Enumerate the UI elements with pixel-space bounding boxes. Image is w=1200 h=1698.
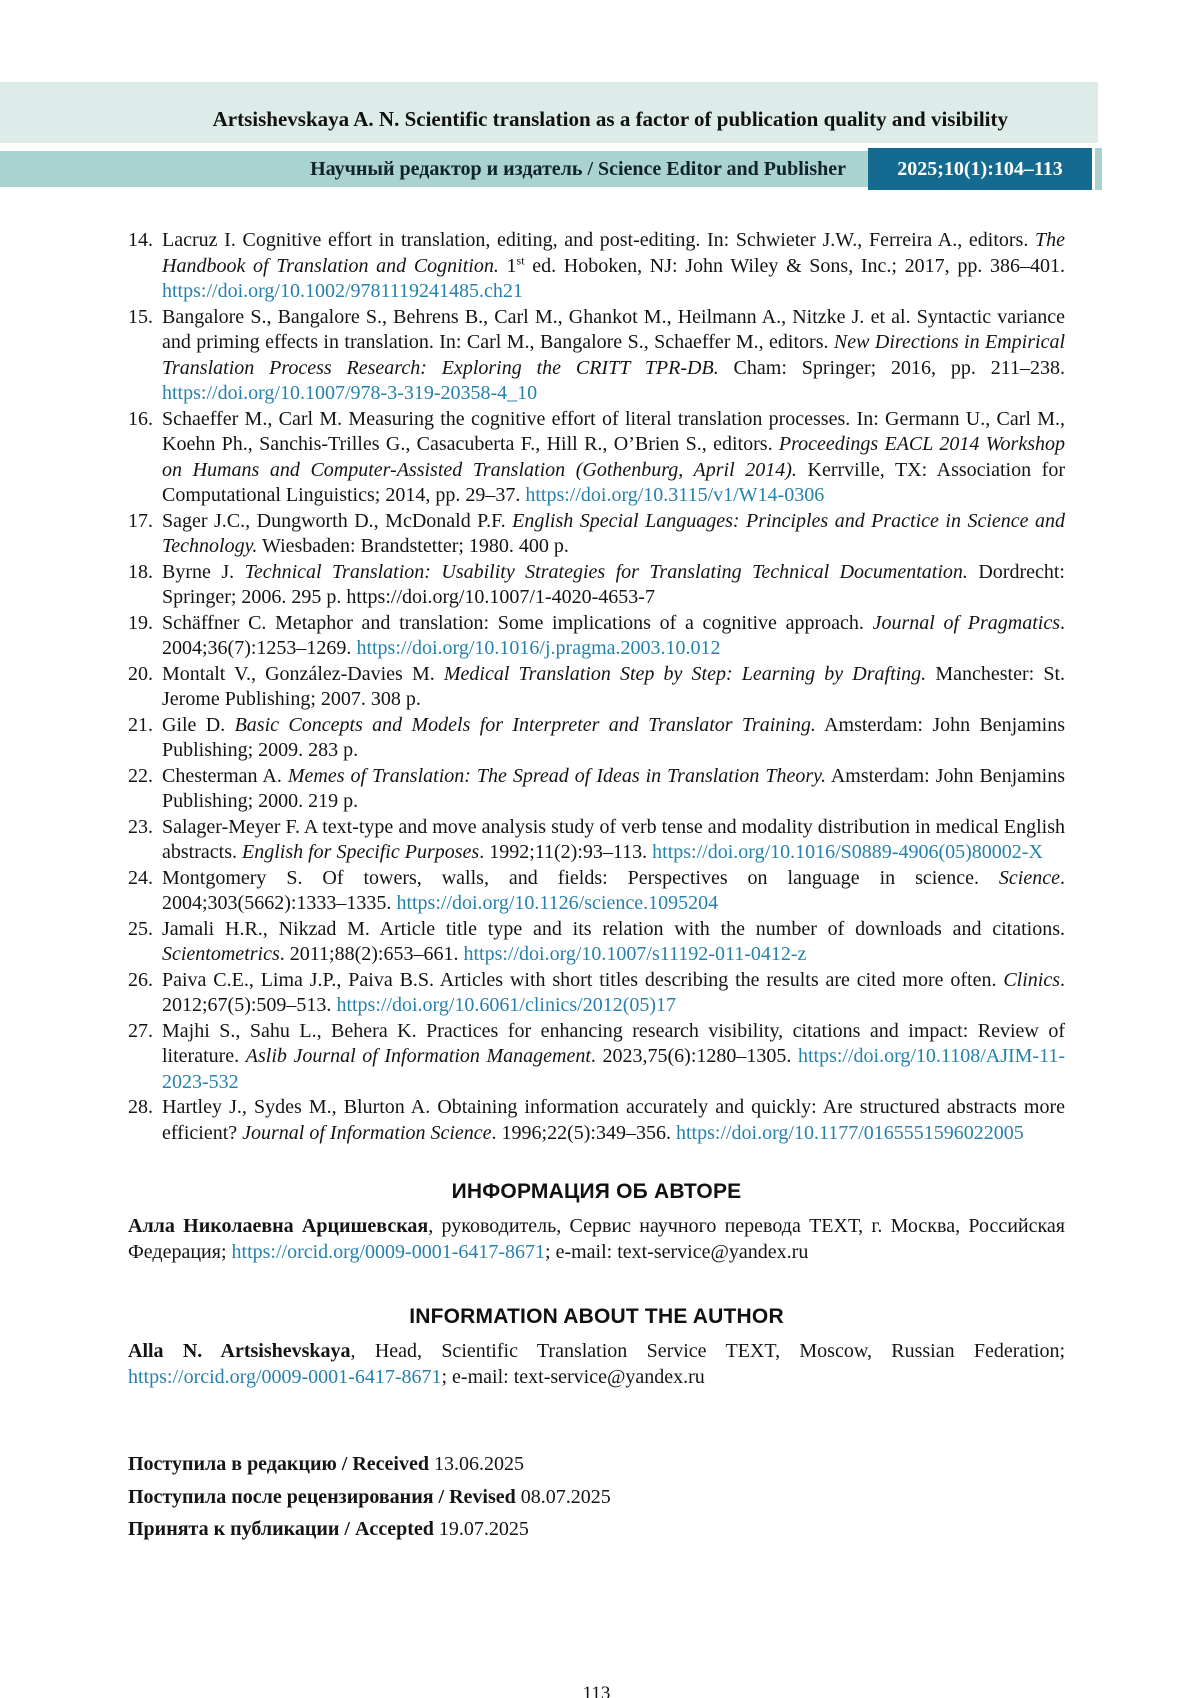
bold-text: Alla N. Artsishevskaya bbox=[128, 1340, 351, 1362]
italic-text: Aslib Journal of Information Management bbox=[245, 1045, 591, 1067]
reference-item bbox=[128, 509, 1065, 560]
revised-date: 08.07.2025 bbox=[520, 1485, 611, 1508]
reference-item bbox=[128, 866, 1065, 917]
doi-link[interactable]: https://doi.org/10.6061/clinics/2012(05)17 bbox=[336, 994, 677, 1016]
italic-text: Clinics bbox=[1003, 968, 1060, 991]
text: Amsterdam: John Benjamins Publishing; 2009. 283 p. bbox=[162, 713, 1065, 761]
text: . 2011;88(2):653–661. bbox=[279, 943, 464, 965]
doi-link[interactable]: https://doi.org/10.1007/s11192-011-0412-z bbox=[463, 943, 807, 965]
author-info-en-heading: INFORMATION ABOUT THE AUTHOR bbox=[409, 1305, 784, 1328]
accepted-date: 19.07.2025 bbox=[438, 1518, 529, 1540]
italic-text: Journal of Information Science bbox=[242, 1121, 492, 1144]
text: , Head, Scientific Translation Service TEXT, Moscow, Russian Federation; bbox=[350, 1340, 1066, 1362]
doi-link[interactable]: https://orcid.org/0009-0001-6417-8671 bbox=[128, 1365, 442, 1388]
received-label: Поступила в редакцию / Received bbox=[128, 1453, 429, 1475]
accepted-row bbox=[128, 1517, 1065, 1543]
reference-number: 16. bbox=[128, 407, 153, 430]
text: Chesterman A. bbox=[162, 764, 288, 787]
text: Majhi S., Sahu L., Behera K. Practices for enhancing research visibility, citations and impact: Review of literature. bbox=[162, 1019, 1065, 1067]
text: , руководитель, Сервис научного перевода ТЕХТ, г. Москва, Российская Федерация; bbox=[128, 1215, 1065, 1263]
text: Salager-Meyer F. A text-type and move analysis study of verb tense and modality distribution in medical English abstracts. bbox=[162, 815, 1065, 863]
text: Montgomery S. Of towers, walls, and fields: Perspectives on language in science. bbox=[162, 866, 999, 889]
italic-text: Memes of Translation: The Spread of Ideas in Translation Theory. bbox=[287, 764, 826, 787]
text: ; e-mail: text-service@yandex.ru bbox=[441, 1365, 705, 1388]
reference-item bbox=[128, 228, 1065, 305]
text: . 2004;36(7):1253–1269. bbox=[162, 611, 1065, 659]
text: Bangalore S., Bangalore S., Behrens B., Carl M., Ghankot M., Heilmann A., Nitzke J. et al. Syntactic variance and priming effects in translation. In: Carl M., Bangalore S., Schaeffer M., editors. bbox=[162, 305, 1065, 353]
band-accent-sliver bbox=[1095, 148, 1102, 190]
page-header bbox=[0, 82, 1200, 190]
text: Lacruz I. Cognitive effort in translation, editing, and post-editing. In: Schwieter J.W., Ferreira A., editors. bbox=[162, 229, 1035, 251]
text: Amsterdam: John Benjamins Publishing; 2000. 219 p. bbox=[162, 764, 1066, 812]
reference-number: 17. bbox=[128, 509, 153, 532]
reference-item bbox=[128, 611, 1065, 662]
text: . 1996;22(5):349–356. bbox=[491, 1121, 676, 1144]
reference-number: 21. bbox=[128, 713, 153, 736]
doi-link[interactable]: https://orcid.org/0009-0001-6417-8671 bbox=[231, 1240, 546, 1263]
text: Schäffner C. Metaphor and translation: Some implications of a cognitive approach. bbox=[162, 611, 873, 634]
author-info-en bbox=[128, 1339, 1065, 1390]
citation-box: 2025;10(1):104–113 bbox=[868, 148, 1092, 190]
received-date: 13.06.2025 bbox=[433, 1453, 524, 1475]
doi-link[interactable]: https://doi.org/10.1177/0165551596022005 bbox=[675, 1121, 1024, 1144]
reference-number: 19. bbox=[128, 611, 153, 634]
italic-text: Basic Concepts and Models for Interpreter and Translator Training. bbox=[234, 713, 816, 736]
reference-number: 15. bbox=[128, 305, 153, 328]
revised-row bbox=[128, 1485, 1065, 1511]
journal-title: Научный редактор и издатель / Science Editor and Publisher bbox=[310, 157, 846, 180]
text: ed. Hoboken, NJ: John Wiley & Sons, Inc.; 2017, pp. 386–401. bbox=[524, 254, 1065, 277]
reference-number: 20. bbox=[128, 662, 153, 685]
text: Jamali H.R., Nikzad M. Article title type and its relation with the number of downloads and citations. bbox=[162, 917, 1065, 940]
italic-text: Technical Translation: Usability Strategies for Translating Technical Documentation. bbox=[244, 560, 968, 583]
author-info-ru-heading: ИНФОРМАЦИЯ ОБ АВТОРЕ bbox=[451, 1180, 742, 1203]
doi-link[interactable]: https://doi.org/10.3115/v1/W14-0306 bbox=[525, 484, 825, 506]
text: . 2023,75(6):1280–1305. bbox=[590, 1045, 798, 1067]
italic-text: English Special Languages: Principles and Practice in Science and Technology. bbox=[162, 509, 1066, 557]
reference-item bbox=[128, 305, 1065, 407]
text: Gile D. bbox=[162, 713, 235, 736]
reference-item bbox=[128, 968, 1065, 1019]
reference-item bbox=[128, 917, 1065, 968]
text: ; e-mail: text-service@yandex.ru bbox=[545, 1240, 809, 1263]
doi-link[interactable]: https://doi.org/10.1007/978-3-319-20358-4_10 bbox=[162, 382, 538, 404]
reference-item bbox=[128, 407, 1065, 509]
reference-item bbox=[128, 815, 1065, 866]
bold-text: Алла Николаевна Арцишевская bbox=[128, 1215, 429, 1237]
italic-text: Medical Translation Step by Step: Learning by Drafting. bbox=[443, 662, 927, 685]
reference-number: 18. bbox=[128, 560, 153, 583]
text: Paiva C.E., Lima J.P., Paiva B.S. Articles with short titles describing the results are cited more often. bbox=[162, 968, 1004, 991]
text: . 2012;67(5):509–513. bbox=[162, 968, 1065, 1016]
page-number: 113 bbox=[582, 1682, 611, 1698]
reference-number: 23. bbox=[128, 815, 153, 838]
reference-number: 24. bbox=[128, 866, 153, 889]
italic-text: Scientometrics bbox=[162, 943, 280, 965]
text: . 1992;11(2):93–113. bbox=[479, 841, 653, 863]
reference-item bbox=[128, 662, 1065, 713]
content-column bbox=[128, 228, 1065, 1698]
italic-text: Science bbox=[998, 866, 1060, 889]
text: 1 bbox=[498, 254, 517, 277]
accepted-label: Принята к публикации / Accepted bbox=[128, 1518, 434, 1540]
text: Manchester: St. Jerome Publishing; 2007. 308 p. bbox=[162, 662, 1065, 710]
reference-number: 27. bbox=[128, 1019, 153, 1042]
reference-number: 26. bbox=[128, 968, 153, 991]
reference-item bbox=[128, 560, 1065, 611]
reference-number: 28. bbox=[128, 1096, 153, 1118]
text: Hartley J., Sydes M., Blurton A. Obtaining information accurately and quickly: Are structured abstracts more efficient? bbox=[162, 1096, 1065, 1144]
superscript-text: st bbox=[516, 252, 525, 267]
italic-text: Proceedings EACL 2014 Workshop on Humans and Computer-Assisted Translation (Gothenburg, April 2014). bbox=[162, 433, 1066, 481]
received-row bbox=[128, 1452, 1065, 1478]
running-title: Artsishevskaya A. N. Scientific translation as a factor of publication quality and visibility bbox=[212, 107, 1008, 131]
text: Wiesbaden: Brandstetter; 1980. 400 p. bbox=[257, 535, 569, 557]
doi-link[interactable]: https://doi.org/10.1108/AJIM-11-2023-532 bbox=[162, 1045, 1065, 1093]
doi-link[interactable]: https://doi.org/10.1016/S0889-4906(05)80002-X bbox=[652, 841, 1043, 863]
doi-link[interactable]: https://doi.org/10.1002/9781119241485.ch21 bbox=[162, 280, 523, 302]
journal-band-row bbox=[0, 148, 1200, 190]
reference-item bbox=[128, 764, 1065, 815]
italic-text: The Handbook of Translation and Cognition. bbox=[162, 229, 1065, 277]
running-title-band bbox=[0, 82, 1098, 143]
author-info-ru bbox=[128, 1214, 1065, 1265]
text: Kerrville, TX: Association for Computational Linguistics; 2014, pp. 29–37. bbox=[162, 458, 1066, 506]
italic-text: English for Specific Purposes bbox=[241, 841, 480, 863]
text: Sager J.C., Dungworth D., McDonald P.F. bbox=[162, 509, 513, 532]
text: Schaeffer M., Carl M. Measuring the cognitive effort of literal translation processes. In: Germann U., Carl M., Koehn Ph., Sanchis-Trilles G., Casacuberta F., Hill R., O’Brien S., editors. bbox=[162, 407, 1065, 455]
reference-item bbox=[128, 1019, 1065, 1096]
doi-link[interactable]: https://doi.org/10.1126/science.1095204 bbox=[396, 892, 719, 914]
doi-link[interactable]: https://doi.org/10.1016/j.pragma.2003.10.012 bbox=[356, 637, 721, 659]
text: . 2004;303(5662):1333–1335. bbox=[162, 866, 1065, 914]
revised-label: Поступила после рецензирования / Revised bbox=[128, 1485, 516, 1508]
reference-number: 25. bbox=[128, 917, 153, 940]
reference-item bbox=[128, 1095, 1065, 1146]
text: Cham: Springer; 2016, pp. 211–238. bbox=[718, 356, 1065, 379]
italic-text: Journal of Pragmatics bbox=[872, 611, 1060, 634]
text: Montalt V., González-Davies M. bbox=[162, 662, 444, 685]
journal-title-band bbox=[0, 151, 868, 187]
references-list bbox=[128, 228, 1065, 1146]
article-dates bbox=[128, 1452, 1065, 1543]
reference-number: 22. bbox=[128, 764, 153, 787]
reference-item bbox=[128, 713, 1065, 764]
text: Dordrecht: Springer; 2006. 295 p. https://doi.org/10.1007/1-4020-4653-7 bbox=[162, 560, 1065, 608]
italic-text: New Directions in Empirical Translation Process Research: Exploring the CRITT TPR-DB. bbox=[162, 331, 1066, 379]
text: Byrne J. bbox=[162, 560, 245, 583]
reference-number: 14. bbox=[128, 229, 153, 251]
